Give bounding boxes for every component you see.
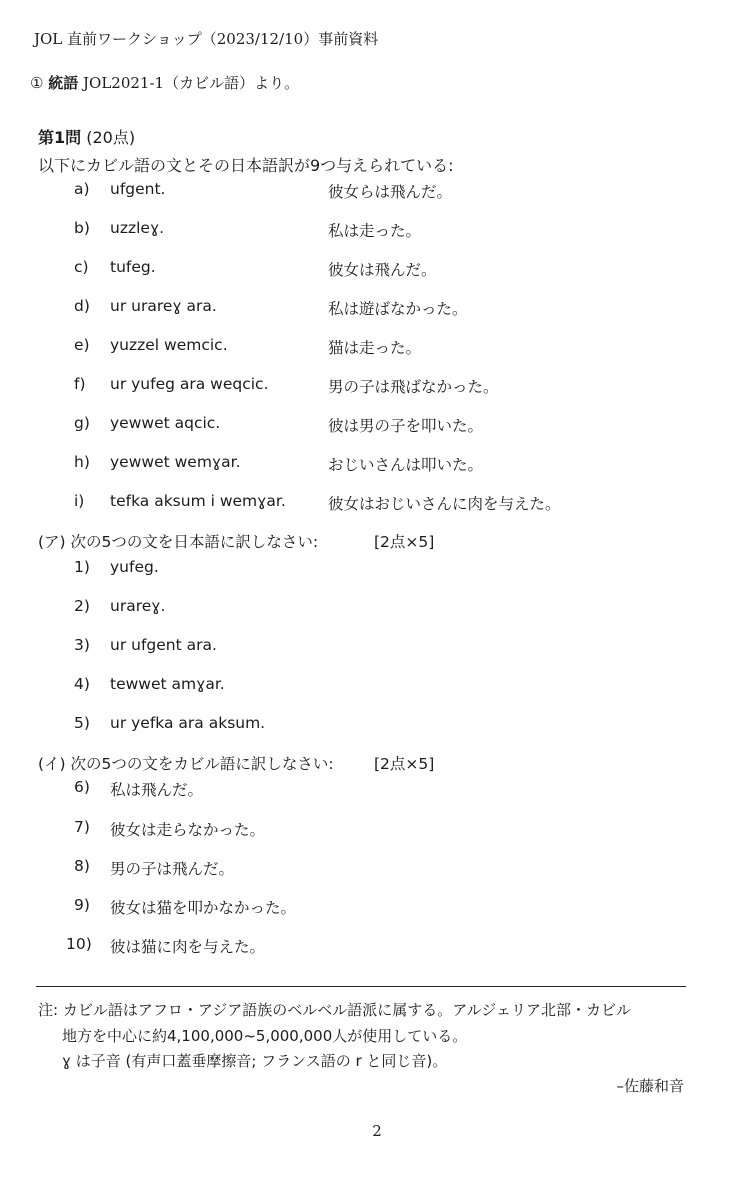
- example-japanese: 猫は走った。: [328, 339, 422, 357]
- section-heading: [30, 72, 299, 93]
- example-label: h): [74, 453, 90, 471]
- example-japanese: 私は遊ばなかった。: [328, 300, 468, 318]
- question-text: 彼女は走らなかった。: [110, 821, 266, 839]
- example-kabyle: ur yufeg ara weqcic.: [110, 375, 269, 393]
- part-b-label: (イ): [38, 755, 66, 773]
- example-row: [0, 297, 754, 319]
- note-line-2: 地方を中心に約4,100,000~5,000,000人が使用している。: [62, 1027, 468, 1045]
- example-row: [0, 258, 754, 280]
- question-row: [0, 597, 754, 619]
- example-kabyle: tefka aksum i wemɣar.: [110, 492, 286, 510]
- example-kabyle: ur urareɣ ara.: [110, 297, 217, 315]
- example-kabyle: yuzzel wemcic.: [110, 336, 228, 354]
- question-label: 3): [74, 636, 90, 654]
- example-japanese: 男の子は飛ばなかった。: [328, 378, 499, 396]
- example-kabyle: yewwet aqcic.: [110, 414, 221, 432]
- question-label: 7): [74, 818, 90, 836]
- example-japanese: 私は走った。: [328, 222, 422, 240]
- example-row: [0, 219, 754, 241]
- problem-points: (20点): [86, 128, 136, 147]
- problem-intro: 以下にカビル語の文とその日本語訳が9つ与えられている:: [38, 156, 454, 175]
- example-label: i): [74, 492, 85, 510]
- footnote-divider: [36, 986, 686, 987]
- question-row: [0, 935, 754, 957]
- example-row: [0, 375, 754, 397]
- author-credit: –佐藤和音: [616, 1077, 684, 1095]
- document-header: JOL 直前ワークショップ（2023/12/10）事前資料: [34, 30, 379, 48]
- example-row: [0, 180, 754, 202]
- example-label: e): [74, 336, 90, 354]
- example-kabyle: tufeg.: [110, 258, 156, 276]
- example-kabyle: yewwet wemɣar.: [110, 453, 241, 471]
- question-text: 男の子は飛んだ。: [110, 860, 235, 878]
- problem-number: 第1問: [38, 128, 82, 147]
- question-label: 4): [74, 675, 90, 693]
- question-row: [0, 896, 754, 918]
- example-label: d): [74, 297, 90, 315]
- part-b-points: [2点×5]: [374, 755, 435, 773]
- example-label: f): [74, 375, 86, 393]
- section-label: 統語: [48, 74, 79, 92]
- example-japanese: 彼女らは飛んだ。: [328, 183, 453, 201]
- question-row: [0, 558, 754, 580]
- problem-title: [38, 125, 135, 148]
- question-text: 彼は猫に肉を与えた。: [110, 938, 266, 956]
- example-row: [0, 414, 754, 436]
- question-text: yufeg.: [110, 558, 159, 576]
- section-number: ①: [30, 74, 44, 92]
- example-japanese: おじいさんは叩いた。: [328, 456, 484, 474]
- part-a-heading: [38, 530, 678, 552]
- example-japanese: 彼は男の子を叩いた。: [328, 417, 484, 435]
- question-label: 5): [74, 714, 90, 732]
- question-label: 2): [74, 597, 90, 615]
- example-kabyle: ufgent.: [110, 180, 166, 198]
- example-label: a): [74, 180, 90, 198]
- part-a-instruction: 次の5つの文を日本語に訳しなさい:: [70, 533, 319, 551]
- note-line-3: ɣ は子音 (有声口蓋垂摩擦音; フランス語の r と同じ音)。: [62, 1052, 448, 1070]
- question-row: [0, 818, 754, 840]
- question-text: ur yefka ara aksum.: [110, 714, 266, 732]
- question-label: 9): [74, 896, 90, 914]
- example-label: c): [74, 258, 89, 276]
- example-row: [0, 453, 754, 475]
- question-text: tewwet amɣar.: [110, 675, 225, 693]
- part-a-points: [2点×5]: [374, 533, 435, 551]
- example-label: b): [74, 219, 90, 237]
- question-label: 1): [74, 558, 90, 576]
- question-row: [0, 714, 754, 736]
- part-b-heading: [38, 752, 678, 774]
- question-text: 彼女は猫を叩かなかった。: [110, 899, 297, 917]
- example-japanese: 彼女はおじいさんに肉を与えた。: [328, 495, 561, 513]
- question-text: 私は飛んだ。: [110, 781, 204, 799]
- note-line-1: 注: カビル語はアフロ・アジア語族のベルベル語派に属する。アルジェリア北部・カビル: [38, 1001, 631, 1019]
- example-kabyle: uzzleɣ.: [110, 219, 165, 237]
- section-source: JOL2021-1（カビル語）より。: [83, 74, 300, 92]
- question-label: 8): [74, 857, 90, 875]
- example-row: [0, 492, 754, 514]
- question-row: [0, 778, 754, 800]
- example-label: g): [74, 414, 90, 432]
- question-label: 6): [74, 778, 90, 796]
- question-row: [0, 675, 754, 697]
- page-number: 2: [372, 1122, 382, 1140]
- part-b-instruction: 次の5つの文をカビル語に訳しなさい:: [70, 755, 334, 773]
- question-row: [0, 636, 754, 658]
- example-japanese: 彼女は飛んだ。: [328, 261, 437, 279]
- question-row: [0, 857, 754, 879]
- question-text: ur ufgent ara.: [110, 636, 217, 654]
- part-a-label: (ア): [38, 533, 66, 551]
- example-row: [0, 336, 754, 358]
- question-text: urareɣ.: [110, 597, 166, 615]
- question-label: 10): [66, 935, 92, 953]
